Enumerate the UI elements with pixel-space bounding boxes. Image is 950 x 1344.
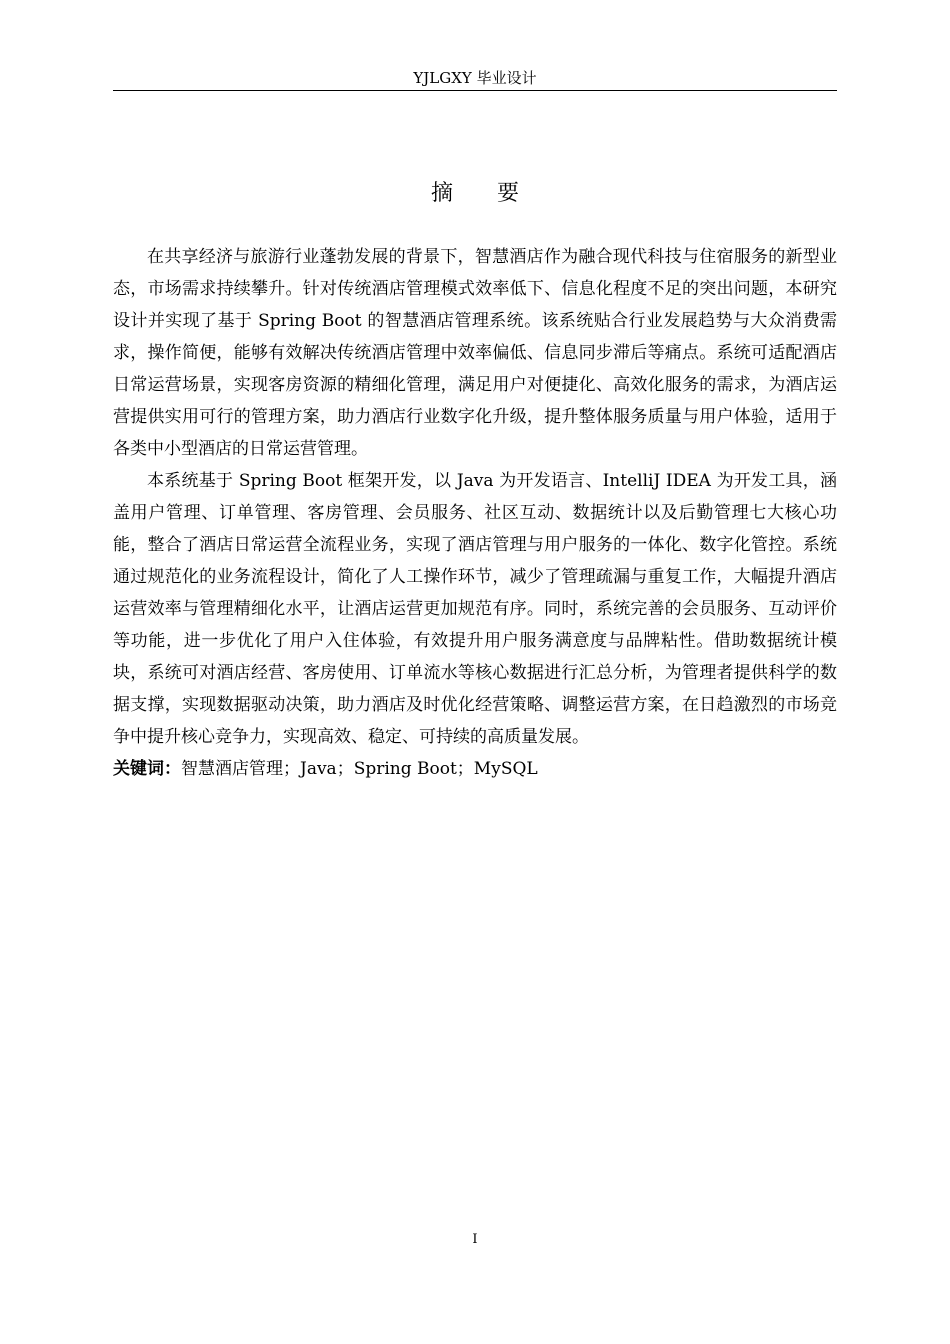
keywords-value: 智慧酒店管理；Java；Spring Boot；MySQL xyxy=(181,759,538,779)
abstract-title-char-1: 摘 xyxy=(430,181,453,206)
keywords-label: 关键词： xyxy=(113,759,181,779)
keywords-line xyxy=(113,753,837,785)
abstract-title-char-2: 要 xyxy=(497,181,520,206)
header-text: YJLGXY 毕业设计 xyxy=(413,69,537,87)
abstract-title xyxy=(113,176,837,212)
abstract-body xyxy=(113,241,837,785)
abstract-paragraph-2: 本系统基于 Spring Boot 框架开发，以 Java 为开发语言、IntelliJ IDEA 为开发工具，涵盖用户管理、订单管理、客房管理、会员服务、社区互动、数据统计以及后勤管理七大核心功能，整合了酒店日常运营全流程业务，实现了酒店管理与用户服务的一体化、数字化管控。系统通过规范化的业务流程设计，简化了人工操作环节，减少了管理疏漏与重复工作，大幅提升酒店运营效率与管理精细化水平，让酒店运营更加规范有序。同时，系统完善的会员服务、互动评价等功能，进一步优化了用户入住体验，有效提升用户服务满意度与品牌粘性。借助数据统计模块，系统可对酒店经营、客房使用、订单流水等核心数据进行汇总分析，为管理者提供科学的数据支撑，实现数据驱动决策，助力酒店及时优化经营策略、调整运营方案，在日趋激烈的市场竞争中提升核心竞争力，实现高效、稳定、可持续的高质量发展。 xyxy=(113,471,837,747)
page-header xyxy=(113,66,837,91)
page-number: I xyxy=(472,1232,478,1247)
abstract-paragraph-1: 在共享经济与旅游行业蓬勃发展的背景下，智慧酒店作为融合现代科技与住宿服务的新型业态，市场需求持续攀升。针对传统酒店管理模式效率低下、信息化程度不足的突出问题，本研究设计并实现了基于 Spring Boot 的智慧酒店管理系统。该系统贴合行业发展趋势与大众消费需求，操作简便，能够有效解决传统酒店管理中效率偏低、信息同步滞后等痛点。系统可适配酒店日常运营场景，实现客房资源的精细化管理，满足用户对便捷化、高效化服务的需求，为酒店运营提供实用可行的管理方案，助力酒店行业数字化升级，提升整体服务质量与用户体验，适用于各类中小型酒店的日常运营管理。 xyxy=(113,247,837,459)
